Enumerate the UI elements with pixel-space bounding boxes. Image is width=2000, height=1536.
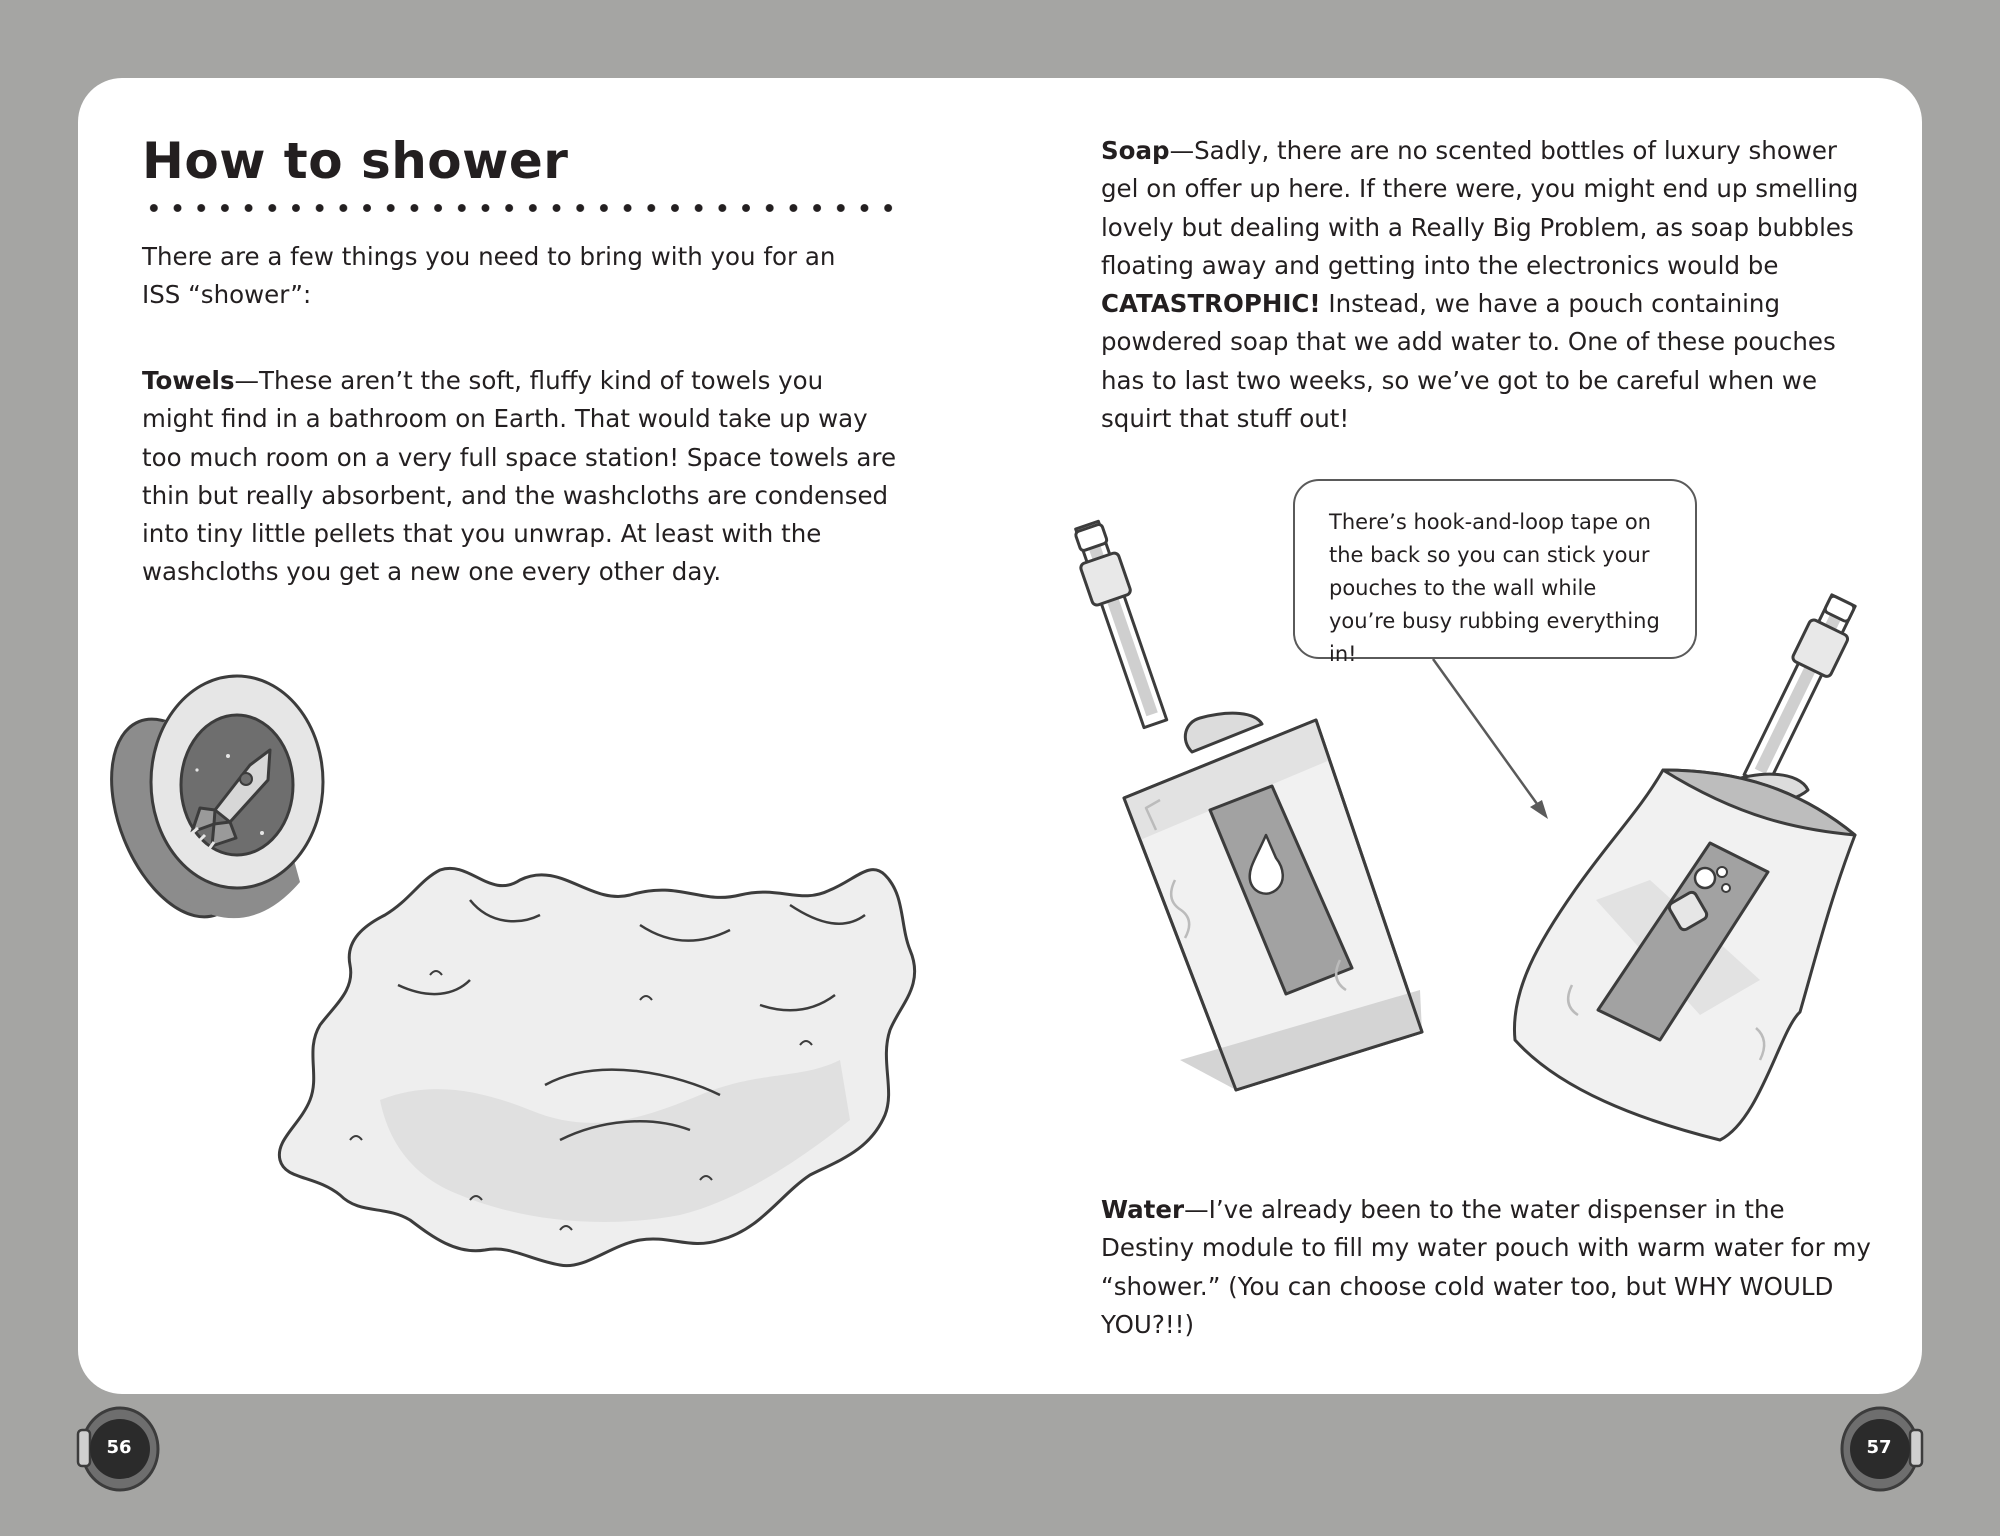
towels-term: Towels bbox=[142, 366, 235, 395]
soap-term: Soap bbox=[1101, 136, 1170, 165]
soap-text-after: Instead, we have a pouch containing powdered soap that we add water to. One of these pouches has to last two weeks, so we’ve got to be careful when we squirt that stuff out! bbox=[1101, 289, 1836, 434]
speech-bubble: There’s hook-and-loop tape on the back so you can stick your pouches to the wall while you’re busy rubbing everything in! bbox=[1293, 479, 1697, 659]
page-number-left-label: 56 bbox=[106, 1436, 132, 1458]
towels-text: —These aren’t the soft, fluffy kind of towels you might find in a bathroom on Earth. That would take up way too much room on a very full space station! Space towels are thin but really absorbent, and the washcloths are condensed into tiny little pellets that you unwrap. At least with the washcloths you get a new one every other day. bbox=[142, 366, 897, 587]
pouch-icon bbox=[1514, 591, 1862, 1140]
pouch-icon bbox=[1068, 519, 1422, 1090]
page-number-right-label: 57 bbox=[1866, 1436, 1892, 1458]
water-text: —I’ve already been to the water dispenser in the Destiny module to fill my water pouch with warm water for my “shower.” (You can choose cold water too, but WHY WOULD YOU?!!) bbox=[1101, 1195, 1871, 1339]
page-number-right bbox=[1844, 1412, 1914, 1482]
page-title: How to shower bbox=[142, 132, 569, 190]
soap-text-before: —Sadly, there are no scented bottles of luxury shower gel on offer up here. If there were, you might end up smelling lovely but dealing with a Really Big Problem, as soap bubbles floating away and getting into the electronics would be bbox=[1101, 136, 1859, 280]
water-term: Water bbox=[1101, 1195, 1185, 1224]
soap-emphasis: CATASTROPHIC! bbox=[1101, 289, 1321, 319]
intro-paragraph: There are a few things you need to bring with you for an ISS “shower”: bbox=[142, 242, 836, 310]
page-number-left bbox=[84, 1412, 154, 1482]
towel-illustration bbox=[279, 868, 914, 1265]
washcloth-pellet-icon bbox=[85, 676, 323, 936]
speech-pointer-arrow bbox=[1433, 659, 1548, 819]
